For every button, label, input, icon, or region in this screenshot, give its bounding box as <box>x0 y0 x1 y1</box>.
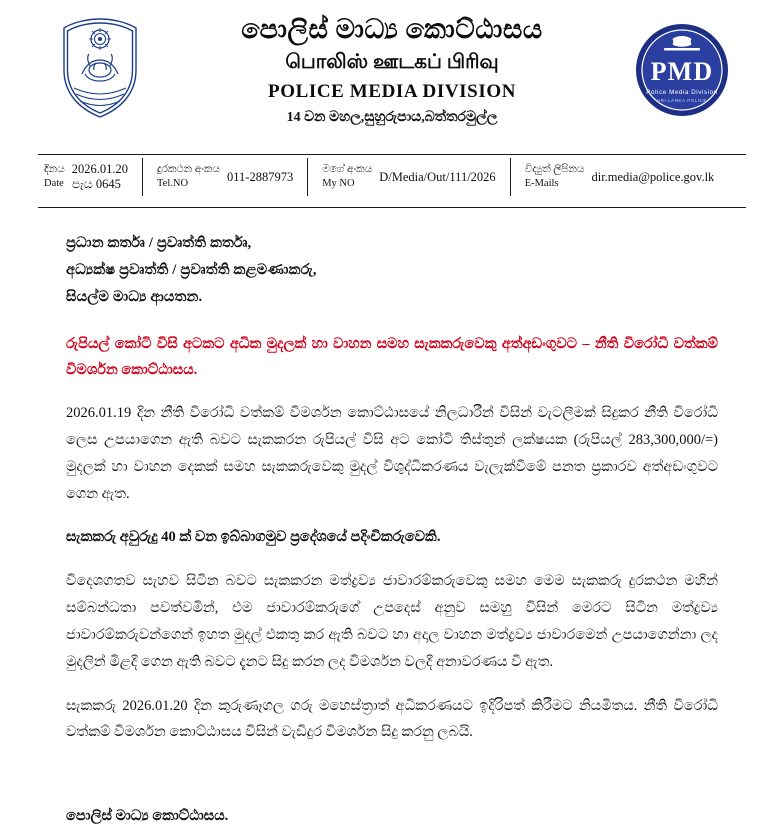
addressee-line-2: අධ්‍යක්ෂ ප්‍රවෘත්ති / ප්‍රවෘත්ති කළමණාකරු, <box>66 261 317 278</box>
body-paragraph-4: සැකකරු 2026.01.20 දින කුරුණෑගල ගරු මහෙස්ත්‍රාත් අධිකරණයට ඉදිරිපත් කිරීමට නියමිතය. නීති විරෝධි වත්කම් විමර්ශන කොට්ඨාසය විසින් වැඩිදුර විමර්ශන සිදු කරනු ලබයි. <box>66 697 718 741</box>
meta-telephone <box>151 155 299 199</box>
meta-email <box>519 155 721 199</box>
email-label-si: විද්‍යුත් ලිපිනය <box>524 163 585 175</box>
pmd-logo-icon <box>634 22 730 118</box>
addressee-block <box>66 230 718 310</box>
svg-text:SRI LANKA POLICE: SRI LANKA POLICE <box>657 98 707 103</box>
addressee-line-1: ප්‍රධාන කර්තෘ / ප්‍රවෘත්ති කර්තෘ, <box>66 235 252 251</box>
date-time-value: පැය 0645 <box>71 177 121 191</box>
email-label-en: E-Mails <box>524 178 559 189</box>
title-english: POLICE MEDIA DIVISION <box>267 81 517 103</box>
signature-block: පොලිස් මාධ්‍ය කොට්ඨාසය. <box>66 808 229 825</box>
press-release-headline: රුපියල් කෝටි විසි අටකට අධික මුදලක් හා වාහන සමහ සැකකරුවෙකු අත්අඩංගුවට – නීති විරෝධි වත්කම් විමර්ශන කොට්ඨාසය. <box>66 336 718 378</box>
meta-my-number <box>316 155 501 199</box>
letterhead-header <box>38 0 746 146</box>
letter-body <box>38 208 746 825</box>
meta-date <box>38 155 134 199</box>
addressee-line-3: සියල්ම මාධ්‍ය ආයතන. <box>66 288 203 305</box>
body-paragraph-2: සැකකරු අවුරුදු 40 ක් වන ඉබ්බාගමුව ප්‍රදේශයේ පදිංචිකරුවෙකි. <box>66 529 441 546</box>
letterhead-meta-bar <box>38 155 746 199</box>
title-tamil: பொலிஸ் ஊடகப் பிரிவு <box>285 51 499 74</box>
meta-divider-3 <box>510 158 511 196</box>
tel-value: 011-2887973 <box>227 169 294 184</box>
date-value: 2026.01.20 <box>71 162 128 176</box>
title-sinhala: පොලිස් මාධ්‍ය කොට්ඨාසය <box>241 14 543 44</box>
police-crest-icon <box>52 16 148 120</box>
date-label-si: දිනය <box>44 163 65 175</box>
myno-label-en: My NO <box>322 178 355 189</box>
meta-divider-2 <box>307 158 308 196</box>
tel-label-en: Tel.NO <box>157 178 189 189</box>
body-paragraph-3: විදෙශගතව සැහව සිටින බවට සැකකරන මත්ද්‍රව්‍ය ජාවාරම්කරුවෙකු සමහ මෙම සැකකරු දුරකථන මහින් සම්බන්ධතා පවත්වමින්, එම ජාවාරම්කරුගේ උපදෙස් අනුව සමහු විසින් මෙරට සිටින මත්ද්‍රව්‍ය ජාවාරම්කරුවන්ගෙන් ඉහත මුදල් එකතු කර ඇති බවට හා අදාල වාහන මත්ද්‍රව්‍ය ජාවාරමෙන් උපයාගෙන්නා ලද මුදලින් මිළදී ගෙන ඇති බවට දැනට සිදු කරන ලද විමර්ශන වලදී අනාවරණය වී ඇත. <box>66 573 718 670</box>
office-address: 14 වන මහල,සුහුරුපාය,බත්තරමුල්ල <box>286 110 498 126</box>
email-value: dir.media@police.gov.lk <box>591 169 715 184</box>
tel-label-si: දුරකථන අංකය <box>157 163 220 175</box>
date-label-en: Date <box>44 178 64 189</box>
svg-text:PMD: PMD <box>650 57 714 86</box>
meta-divider-1 <box>142 158 143 196</box>
body-paragraph-1: 2026.01.19 දින නීති විරෝධි වත්කම් විමර්ශන කොට්ඨාසයේ නිලධාරීන් විසින් වැටලීමක් සිදුකර නීති විරෝධි ලෙස උපයාගෙන ඇති බවට සැකකරන රුපියල් විසි අට කෝටි තිස්තුන් ලක්ෂයක (රුපියල් 283,300,000/=) මුදලක් හා වාහන දෙකක් සමහ සැකකරුවෙකු මුදල් විශුද්ධිකරණය වැලැක්වීමේ පනත ප්‍රකාරව අත්අඩංගුවට ගෙන ඇත. <box>66 405 718 502</box>
myno-value: D/Media/Out/111/2026 <box>379 169 496 184</box>
myno-label-si: මගේ අංකය <box>322 163 373 175</box>
svg-text:Police Media Division: Police Media Division <box>646 89 718 96</box>
